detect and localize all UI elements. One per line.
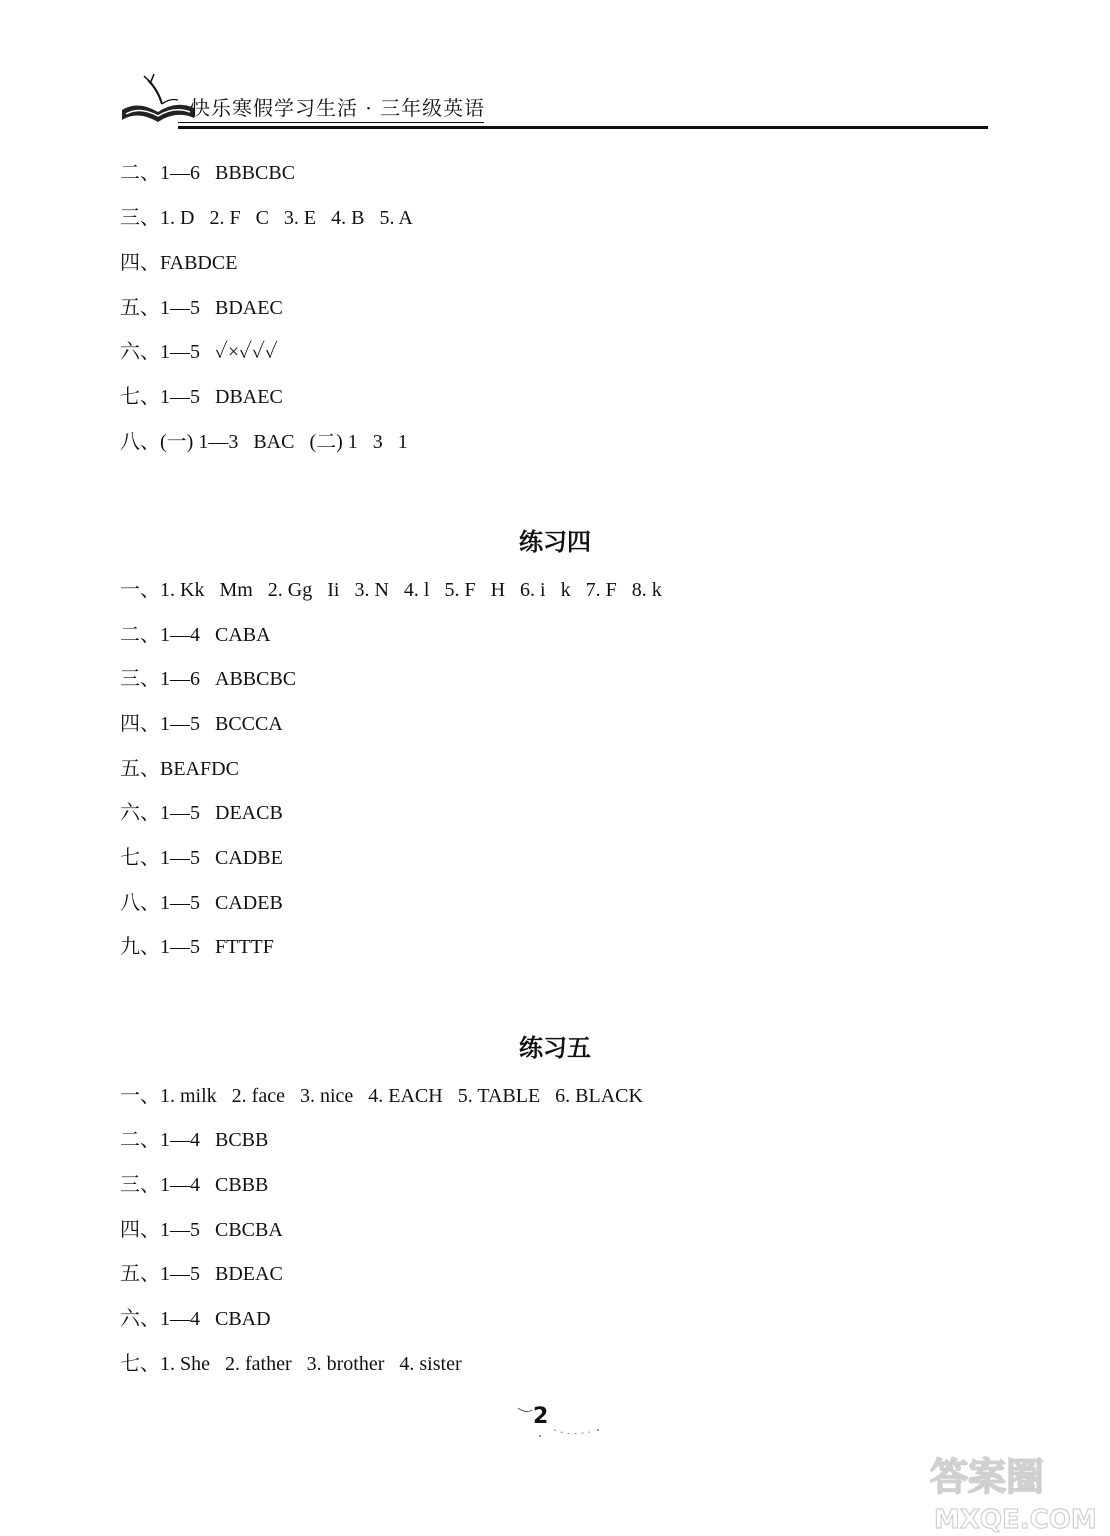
answer-line: 六、1—5 DEACB xyxy=(120,802,283,824)
answer-line: 七、1. She 2. father 3. brother 4. sister xyxy=(120,1353,462,1375)
answer-line: 五、BEAFDC xyxy=(120,758,239,780)
header-rule xyxy=(178,126,988,129)
watermark-text-url: MXQE.COM xyxy=(934,1505,1097,1535)
answer-line: 七、1—5 DBAEC xyxy=(120,386,283,408)
section-title-4: 练习四 xyxy=(519,528,591,556)
answer-line: 四、1—5 CBCBA xyxy=(120,1219,283,1241)
answer-line: 四、FABDCE xyxy=(120,252,238,274)
header-title: 快乐寒假学习生活 · 三年级英语 xyxy=(190,96,486,120)
page-header xyxy=(118,70,988,140)
answer-line: 三、1—4 CBBB xyxy=(120,1174,269,1196)
page-number-decoration-icon xyxy=(510,1400,610,1444)
section-title-5: 练习五 xyxy=(519,1034,591,1062)
answer-line: 八、1—5 CADEB xyxy=(120,892,283,914)
answer-line: 六、1—4 CBAD xyxy=(120,1308,271,1330)
page-number: 2 xyxy=(533,1404,549,1429)
answer-line: 五、1—5 BDAEC xyxy=(120,297,283,319)
answer-line: 六、1—5 ✓×✓✓✓ xyxy=(120,341,278,363)
answer-line: 三、1—6 ABBCBC xyxy=(120,668,297,690)
answer-line: 一、1. Kk Mm 2. Gg Ii 3. N 4. l 5. F H 6. i k 7. F 8. k xyxy=(120,579,662,601)
watermark-logo-icon xyxy=(920,1446,1110,1536)
answer-line: 一、1. milk 2. face 3. nice 4. EACH 5. TABLE 6. BLACK xyxy=(120,1085,643,1107)
watermark-text-cn: 答案圈 xyxy=(930,1455,1045,1499)
header-rule-thin xyxy=(178,122,484,123)
answer-line: 九、1—5 FTTTF xyxy=(120,936,274,958)
answer-line: 二、1—4 BCBB xyxy=(120,1129,269,1151)
book-quill-logo-icon xyxy=(118,70,198,134)
answer-line: 四、1—5 BCCCA xyxy=(120,713,283,735)
answer-line: 五、1—5 BDEAC xyxy=(120,1263,283,1285)
answer-line: 七、1—5 CADBE xyxy=(120,847,283,869)
answer-line: 二、1—4 CABA xyxy=(120,624,271,646)
answer-line: 二、1—6 BBBCBC xyxy=(120,162,296,184)
answer-line: 八、(一) 1—3 BAC (二) 1 3 1 xyxy=(120,431,408,453)
answer-line: 三、1. D 2. F C 3. E 4. B 5. A xyxy=(120,207,413,229)
